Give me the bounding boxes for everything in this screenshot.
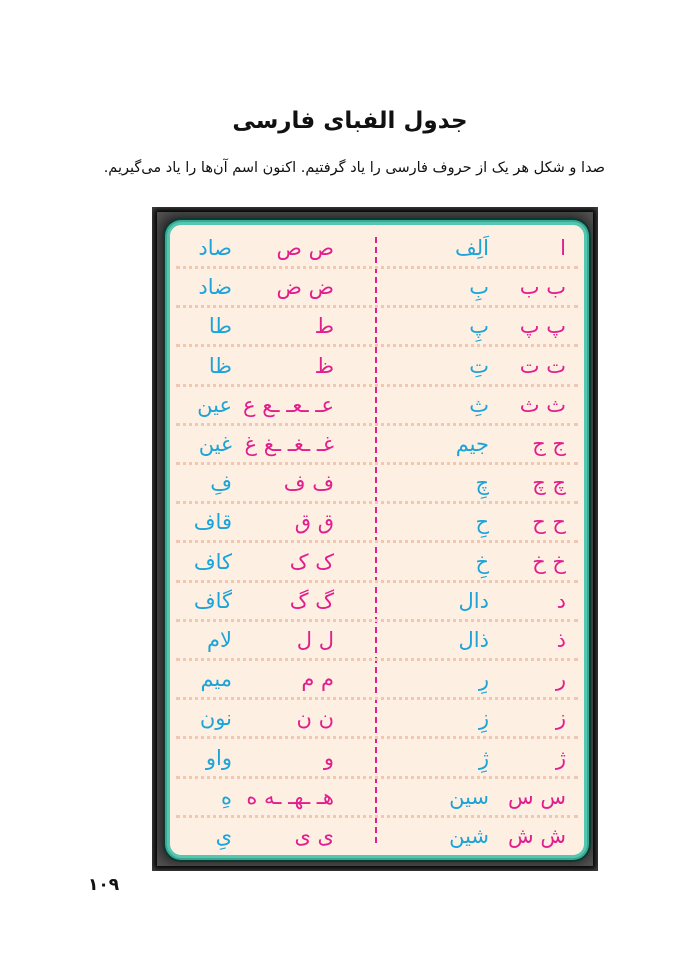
table-row [170,229,584,268]
page-number: ۱۰۹ [88,875,120,895]
letter-forms-right: ث ث [519,392,566,417]
letter-name-right: زِ [478,706,489,731]
page-title: جدول الفبای فارسی [232,108,468,134]
table-row [170,582,584,621]
letter-forms-left: ط [314,314,334,339]
letter-forms-right: ر [555,667,566,692]
letter-name-left: گاف [193,588,232,613]
letter-forms-right: چ چ [532,471,566,496]
letter-name-right: ثِ [469,392,489,417]
letter-forms-right: ج ج [532,432,566,456]
letter-forms-left: هـ ـهـ ـه ه [246,784,334,809]
letter-forms-left: ک ک [289,549,334,574]
table-row [170,464,584,503]
letter-name-right: چِ [475,471,489,496]
letter-forms-left: گ گ [289,588,334,613]
letter-name-right: ژِ [478,745,489,770]
letter-name-right: خِ [475,549,489,574]
table-row [170,425,584,464]
letter-name-left: فِ [210,471,232,496]
letter-name-right: تِ [469,353,489,378]
letter-forms-right: ا [560,236,566,260]
table-row [170,347,584,386]
letter-name-right: شین [449,824,489,848]
letter-name-left: غین [198,432,232,456]
letter-forms-left: و [323,745,334,770]
table-row [170,817,584,856]
table-row [170,503,584,542]
chalkboard-frame [157,212,593,866]
letter-name-right: ذال [458,628,489,652]
letter-forms-right: پ پ [519,314,566,339]
letter-name-right: حِ [475,510,489,535]
letter-name-left: هِ [220,784,232,809]
letter-forms-left: ی ی [294,824,334,848]
letter-name-left: لام [207,628,232,652]
table-row [170,778,584,817]
letter-forms-right: د [556,588,566,613]
letter-forms-left: ن ن [296,706,334,731]
letter-name-right: اَلِف [455,236,489,260]
letter-forms-right: ز [555,706,566,731]
letter-name-right: رِ [478,667,489,692]
letter-forms-left: عـ ـعـ ـع ع [242,392,334,417]
table-row [170,699,584,738]
table-row [170,386,584,425]
letter-name-left: میم [200,667,232,692]
letter-name-left: ضاد [198,275,232,300]
letter-forms-right: ش ش [508,824,566,848]
table-row [170,739,584,778]
intro-text: صدا و شکل هر یک از حروف فارسی را یاد گرفتیم. اکنون اسم آن‌ها را یاد می‌گیریم. [103,160,605,176]
letter-name-left: واو [205,745,232,770]
alphabet-chalkboard [152,207,598,871]
letter-forms-right: ب ب [519,275,566,300]
letter-name-left: صاد [198,236,232,260]
letter-forms-right: ذ [556,628,566,652]
letter-name-left: عین [197,392,232,417]
letter-forms-left: ض ض [276,275,334,300]
letter-name-right: بِ [469,275,489,300]
letter-forms-right: ت ت [519,353,566,378]
table-row [170,660,584,699]
letter-name-left: قاف [193,510,232,535]
table-row [170,621,584,660]
letter-forms-left: ص ص [276,236,334,260]
letter-forms-left: غـ ـغـ ـغ غ [244,432,334,456]
letter-forms-left: ظ [314,353,334,378]
alphabet-table [167,222,587,858]
letter-name-right: پِ [469,314,489,339]
letter-forms-left: ل ل [296,628,334,652]
letter-forms-right: ح ح [532,510,566,535]
letter-name-left: ظا [208,353,232,378]
letter-forms-left: م م [301,667,334,692]
letter-forms-left: ق ق [294,510,334,535]
letter-name-left: یِ [215,824,232,848]
table-row [170,543,584,582]
table-row [170,307,584,346]
letter-name-left: نون [199,706,232,731]
letter-name-left: کاف [193,549,232,574]
letter-forms-right: س س [508,784,566,809]
letter-forms-right: ژ [555,745,566,770]
letter-forms-right: خ خ [532,549,566,574]
letter-name-right: سین [449,784,489,809]
letter-name-right: جیم [455,432,489,456]
letter-name-right: دال [458,588,489,613]
table-row [170,268,584,307]
letter-name-left: طا [208,314,232,339]
letter-forms-left: ف ف [283,471,334,496]
